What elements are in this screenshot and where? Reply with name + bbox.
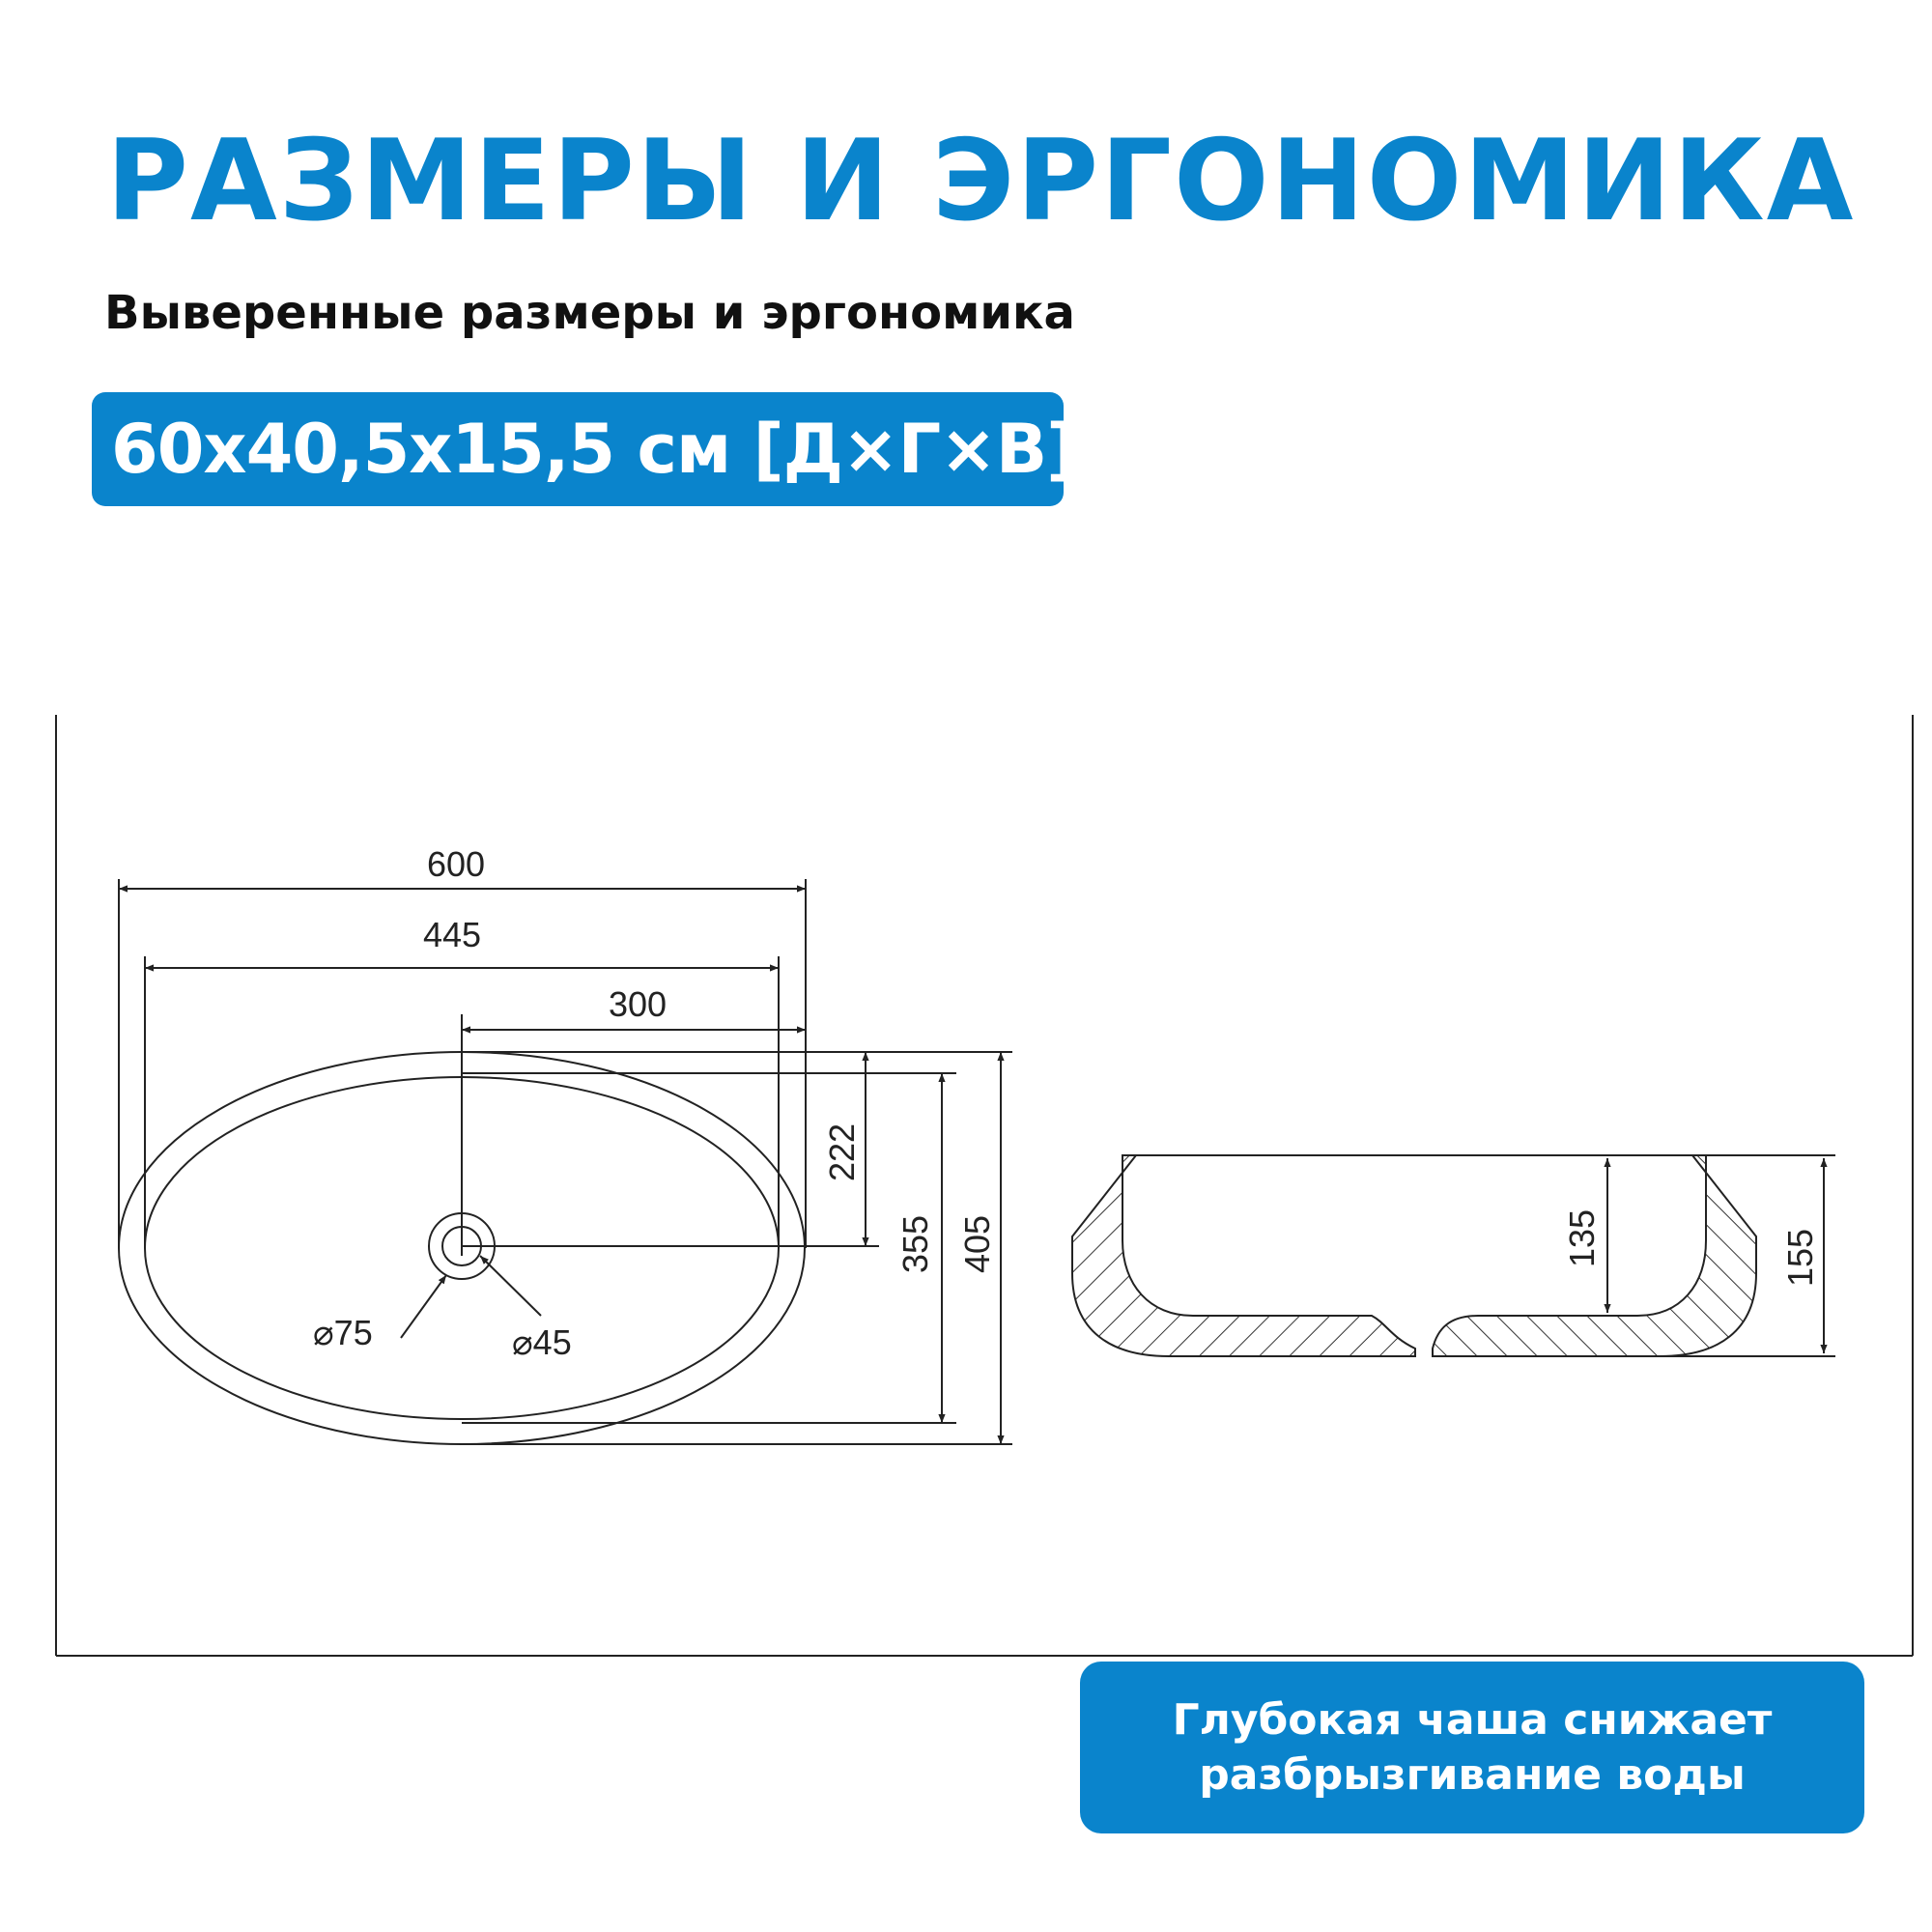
label-600: 600 (426, 844, 486, 884)
leader-45 (480, 1256, 541, 1316)
label-300: 300 (608, 984, 668, 1024)
side-section-view (1072, 1155, 1835, 1356)
drawing-frame (56, 715, 1913, 1656)
label-diameter-45: ⌀45 (512, 1322, 572, 1362)
page-title: РАЗМЕРЫ И ЭРГОНОМИКА (106, 116, 1856, 246)
label-445: 445 (422, 915, 482, 954)
feature-note-line1: Глубокая чаша снижает (1172, 1694, 1773, 1745)
label-155: 155 (1780, 1228, 1820, 1288)
page-subtitle: Выверенные размеры и эргономика (104, 286, 1075, 340)
label-222: 222 (822, 1122, 862, 1182)
label-405: 405 (957, 1214, 997, 1274)
label-135: 135 (1562, 1208, 1602, 1268)
label-diameter-75: ⌀75 (313, 1313, 373, 1352)
dimensions-badge-text: 60x40,5x15,5 см [Д×Г×В] (111, 410, 1077, 489)
top-view-labels (313, 844, 997, 1362)
feature-note (1080, 1662, 1864, 1833)
side-view-labels (1562, 1209, 1820, 1287)
leader-75 (401, 1275, 446, 1338)
feature-note-line2: разбрызгивание воды (1199, 1750, 1746, 1800)
label-355: 355 (895, 1214, 935, 1274)
section-wall-left (1072, 1155, 1415, 1356)
